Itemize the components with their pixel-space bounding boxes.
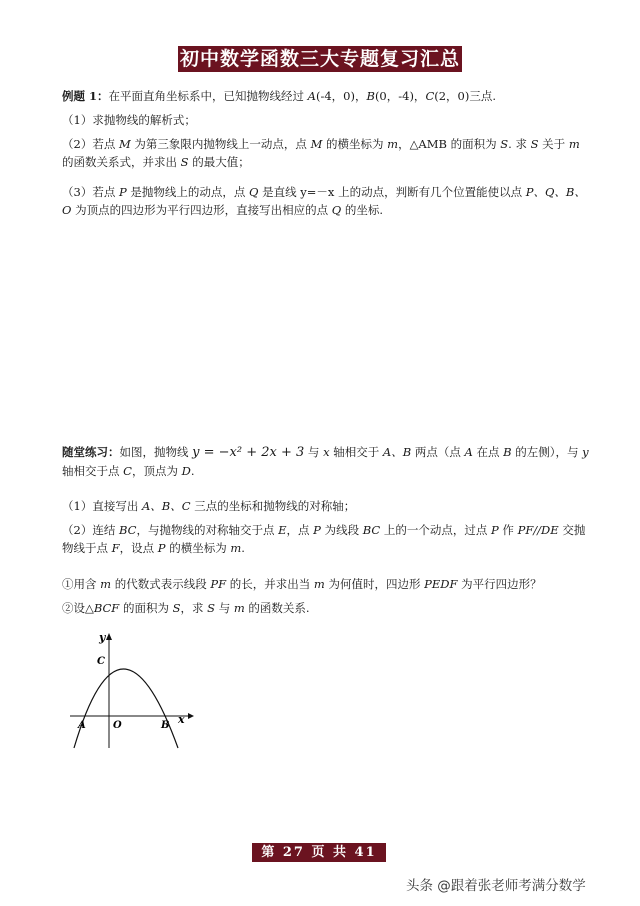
example1-intro (62, 87, 592, 105)
var: M (118, 137, 131, 151)
var: m (233, 601, 245, 615)
text: . (190, 464, 195, 478)
text: 为第三象限内抛物线上一动点，点 (130, 137, 311, 151)
text: 的代数式表示线段 (111, 577, 211, 591)
text: 与 (304, 445, 324, 459)
page-title: 初中数学函数三大专题复习汇总 (179, 48, 460, 70)
var: PEDF (424, 577, 458, 591)
text: 为线段 (320, 523, 363, 537)
text: 为平行四边形？ (457, 577, 542, 591)
var: m (387, 137, 399, 151)
var: S (530, 137, 539, 151)
y-axis-arrow (106, 633, 112, 640)
point: B (366, 89, 375, 103)
text: 的横坐标为 (165, 541, 231, 555)
text: （1）直接写出 (62, 499, 142, 513)
var: A (464, 445, 473, 459)
var: PF (210, 577, 227, 591)
text: ，与抛物线的对称轴交于点 (136, 523, 279, 537)
var: x (323, 445, 330, 459)
text: 的坐标. (341, 203, 383, 217)
parabola-curve (74, 669, 178, 748)
var: A、B、C (141, 499, 191, 513)
practice-q2 (62, 521, 592, 557)
var: S (207, 601, 216, 615)
text: y=－x (300, 185, 335, 199)
text: 的最大值； (188, 155, 250, 169)
x-axis-arrow (188, 713, 194, 719)
point-c-label: C (97, 656, 105, 667)
var: Q (331, 203, 342, 217)
var: PF//DE (517, 523, 559, 537)
text: 关于 (538, 137, 569, 151)
example1-q2 (62, 135, 592, 171)
example1-label: 例题 1： (62, 89, 109, 103)
origin-label: O (113, 720, 122, 731)
text: 的面积为 (119, 601, 173, 615)
text: ，△AMB 的面积为 (398, 137, 501, 151)
text: 两点（点 (411, 445, 465, 459)
practice-intro (62, 443, 592, 480)
text: 轴相交于 (329, 445, 383, 459)
var: M (310, 137, 323, 151)
text: 上的一个动点，过点 (380, 523, 492, 537)
var: BC (362, 523, 381, 537)
var: S (180, 155, 189, 169)
example1-q3 (62, 183, 592, 219)
var: D (181, 464, 191, 478)
practice-label: 随堂练习： (62, 445, 120, 459)
text: 的左侧），与 (511, 445, 583, 459)
text: ②设△ (62, 601, 94, 615)
equation: y = −x² + 2x + 3 (192, 445, 305, 460)
text: (-4，0)， (315, 89, 367, 103)
var: P (118, 185, 127, 199)
text: （3）若点 (62, 185, 119, 199)
text: 上的动点，判断有几个位置能使以点 (334, 185, 526, 199)
var: A、B (382, 445, 412, 459)
text: (2，0)三点. (434, 89, 497, 103)
text: . 求 (508, 137, 531, 151)
text: 是抛物线上的动点，点 (126, 185, 250, 199)
text: ，求 (180, 601, 208, 615)
text: 的函数关系. (244, 601, 310, 615)
text: 在点 (472, 445, 504, 459)
var: y (582, 445, 589, 459)
text: 是直线 (258, 185, 301, 199)
var: m (313, 577, 325, 591)
text: （2）连结 (62, 523, 119, 537)
practice-q1 (62, 497, 592, 515)
practice-sub1 (62, 575, 592, 593)
var: Q (249, 185, 259, 199)
point-a-label: A (78, 720, 86, 731)
text: 轴相交于点 (62, 464, 124, 478)
point: A (307, 89, 316, 103)
var: BC (118, 523, 137, 537)
var: m (230, 541, 242, 555)
text: 为何值时，四边形 (324, 577, 425, 591)
y-axis-label: y (99, 631, 106, 644)
text: 为顶点的四边形为平行四边形，直接写出相应的点 (71, 203, 332, 217)
var: P (157, 541, 166, 555)
var: m (568, 137, 580, 151)
text: 在平面直角坐标系中，已知抛物线经过 (108, 89, 308, 103)
text: 作 (498, 523, 518, 537)
text: 的横坐标为 (322, 137, 388, 151)
text: 与 (215, 601, 234, 615)
practice-sub2 (62, 599, 592, 617)
text: ，点 (286, 523, 314, 537)
var: S (172, 601, 181, 615)
text: （2）若点 (62, 137, 119, 151)
point: C (425, 89, 435, 103)
text: ，设点 (119, 541, 158, 555)
var: P、Q、B、O (62, 185, 586, 217)
x-axis-label: x (178, 713, 185, 726)
var: E (278, 523, 287, 537)
example1-q1: （1）求抛物线的解析式； (62, 113, 196, 127)
text: ，顶点为 (131, 464, 182, 478)
text: 的函数关系式，并求出 (62, 155, 181, 169)
text: 的长，并求出当 (226, 577, 314, 591)
parabola-graph (66, 630, 196, 750)
text: (0，-4)， (374, 89, 426, 103)
var: C (123, 464, 132, 478)
text: 三点的坐标和抛物线的对称轴； (190, 499, 356, 513)
var: P (313, 523, 321, 537)
var: F (111, 541, 120, 555)
text: ①用含 (62, 577, 101, 591)
var: BCF (93, 601, 120, 615)
var: S (500, 137, 509, 151)
text: 交抛物线于点 (62, 523, 586, 555)
var: P (491, 523, 499, 537)
text: 如图，抛物线 (119, 445, 193, 459)
watermark: 头条 @跟着张老师考满分数学 (406, 878, 586, 894)
var: m (100, 577, 112, 591)
text: . (241, 541, 245, 555)
point-b-label: B (161, 720, 170, 731)
var: B (503, 445, 512, 459)
page-number: 第 27 页 共 41 页 (252, 843, 386, 862)
